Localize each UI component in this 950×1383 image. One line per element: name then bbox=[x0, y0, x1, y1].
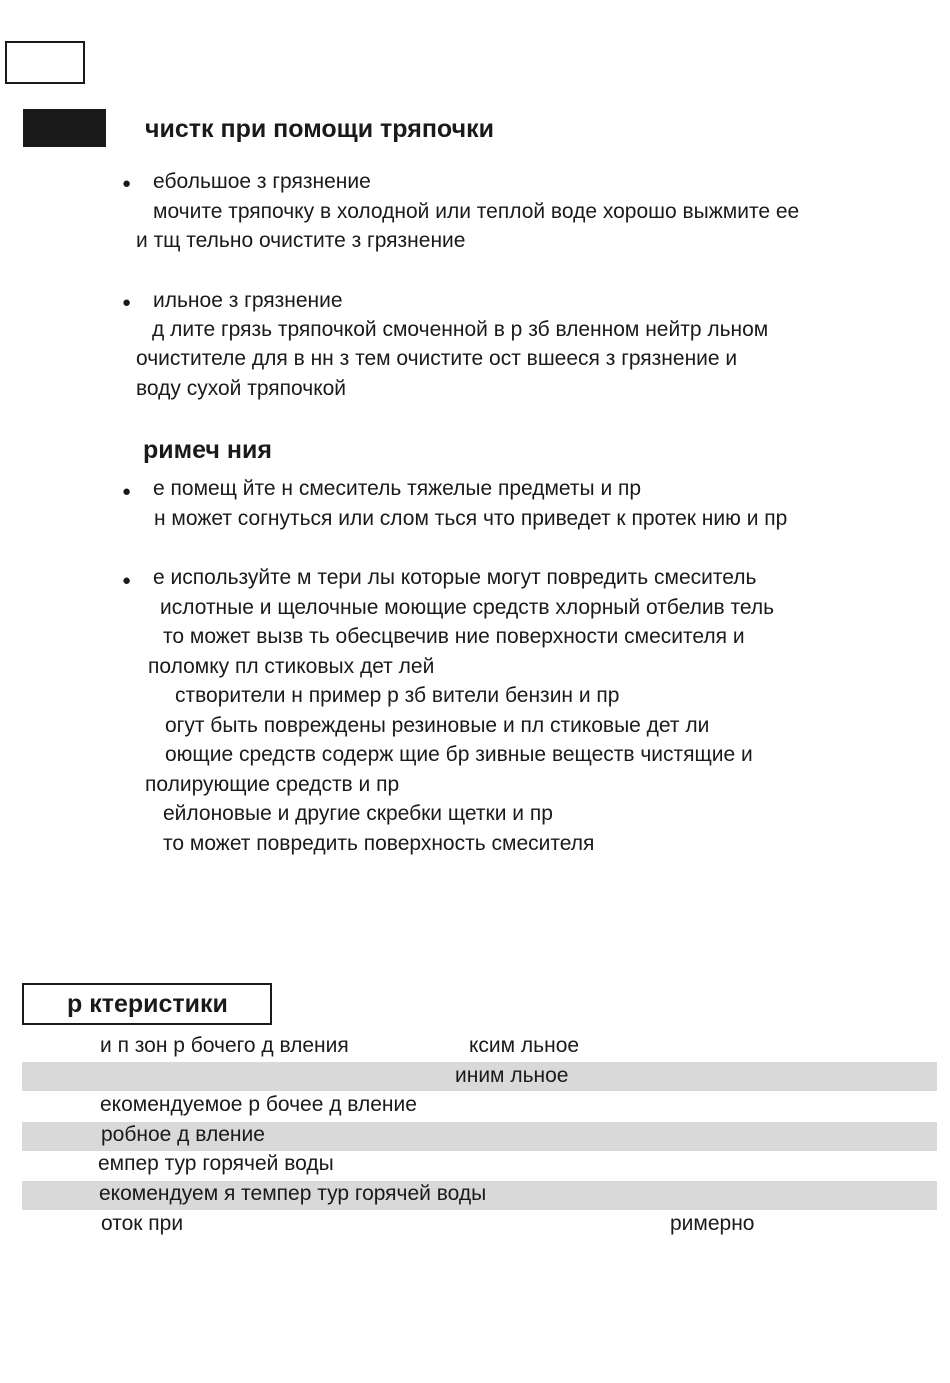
note-2-line-7: оющие средств содерж щие бр зивные веществ чистящие и bbox=[165, 743, 753, 766]
light-dirt-heading: ебольшое з грязнение bbox=[153, 170, 371, 193]
light-dirt-text-2: и тщ тельно очистите з грязнение bbox=[136, 229, 466, 252]
notes-title: римеч ния bbox=[143, 436, 272, 464]
heavy-dirt-text-2: очистителе для в нн з тем очистите ост вшееся з грязнение и bbox=[136, 347, 738, 370]
specs-title: р ктеристики bbox=[67, 990, 228, 1018]
note-1-line-1: е помещ йте н смеситель тяжелые предметы и пр bbox=[153, 477, 642, 500]
bullet-light: ● bbox=[122, 175, 132, 192]
heavy-dirt-heading: ильное з грязнение bbox=[153, 289, 343, 312]
heavy-dirt-text-1: д лите грязь тряпочкой смоченной в р зб вленном нейтр льном bbox=[152, 318, 769, 341]
page-number-box bbox=[5, 41, 85, 84]
note-2-line-10: то может повредить поверхность смесителя bbox=[163, 832, 595, 855]
spec-row-1-value: ксим льное bbox=[469, 1034, 580, 1057]
note-2-line-6: огут быть повреждены резиновые и пл стиковые дет ли bbox=[165, 714, 710, 737]
heavy-dirt-text-3: воду сухой тряпочкой bbox=[136, 377, 347, 400]
note-2-line-5: створители н пример р зб вители бензин и пр bbox=[175, 684, 620, 707]
note-2-line-9: ейлоновые и другие скребки щетки и пр bbox=[163, 802, 553, 825]
bullet-heavy: ● bbox=[122, 294, 132, 311]
spec-row-3-label: екомендуемое р бочее д вление bbox=[100, 1093, 417, 1116]
note-2-line-8: полирующие средств и пр bbox=[145, 773, 400, 796]
spec-row-7-value: римерно bbox=[670, 1212, 755, 1235]
spec-row-7-label: оток при bbox=[101, 1212, 184, 1235]
bullet-note-1: ● bbox=[122, 483, 132, 500]
note-2-line-3: то может вызв ть обесцвечив ние поверхности смесителя и bbox=[163, 625, 745, 648]
spec-row-4-label: робное д вление bbox=[101, 1123, 265, 1146]
spec-row-6-label: екомендуем я темпер тур горячей воды bbox=[99, 1182, 487, 1205]
note-2-line-2: ислотные и щелочные моющие средств хлорный отбелив тель bbox=[160, 596, 775, 619]
cleaning-title: чистк при помощи тряпочки bbox=[145, 115, 494, 143]
note-1-line-2: н может согнуться или слом ться что приведет к протек нию и пр bbox=[154, 507, 788, 530]
bullet-note-2: ● bbox=[122, 572, 132, 589]
note-2-line-4: поломку пл стиковых дет лей bbox=[148, 655, 435, 678]
spec-row-1-label: и п зон р бочего д вления bbox=[100, 1034, 349, 1057]
spec-row-5-label: емпер тур горячей воды bbox=[98, 1152, 334, 1175]
section-marker-block bbox=[23, 109, 106, 147]
note-2-line-1: е используйте м тери лы которые могут повредить смеситель bbox=[153, 566, 757, 589]
light-dirt-text-1: мочите тряпочку в холодной или теплой воде хорошо выжмите ее bbox=[153, 200, 800, 223]
spec-row-2-value: иним льное bbox=[455, 1064, 569, 1087]
